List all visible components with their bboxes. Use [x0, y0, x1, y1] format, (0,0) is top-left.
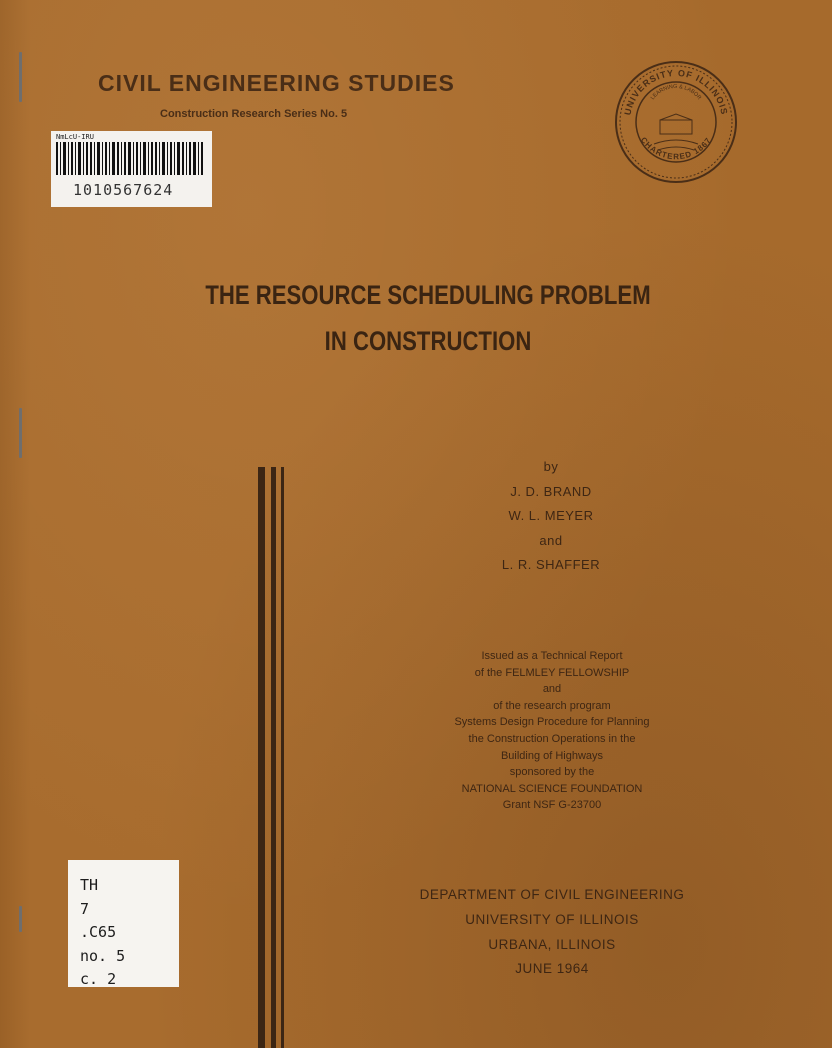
staple-middle	[19, 408, 22, 458]
staple-bottom	[19, 906, 22, 932]
issued-line: Issued as a Technical Report	[481, 650, 623, 662]
barcode-header: NmLcU-IRU	[56, 133, 94, 141]
call-number-line: c. 2	[80, 970, 117, 988]
call-number-line: .C65	[80, 923, 117, 941]
department-block	[402, 883, 702, 982]
author-name: J. D. BRAND	[510, 483, 592, 499]
issued-line: the Construction Operations in the	[468, 732, 636, 745]
issued-statement	[411, 648, 693, 814]
staple-top	[19, 52, 22, 102]
university-seal-icon	[614, 60, 738, 184]
issued-line: Systems Design Procedure for Planning	[454, 716, 650, 729]
author-name: W. L. MEYER	[508, 508, 594, 523]
authors-block	[451, 455, 651, 578]
department-line: DEPARTMENT OF CIVIL ENGINEERING	[419, 887, 685, 902]
seal-bottom-text: CHARTERED 1867	[638, 135, 714, 162]
department-line: URBANA, ILLINOIS	[488, 936, 616, 952]
decorative-rule-3	[281, 467, 284, 1048]
call-number-line: no. 5	[80, 946, 126, 965]
decorative-rule-2	[271, 467, 276, 1048]
issued-line: sponsored by the	[509, 766, 595, 779]
series-title: CIVIL ENGINEERING STUDIES	[98, 70, 455, 96]
barcode-number: 1010567624	[73, 181, 174, 199]
issued-line: Building of Highways	[500, 749, 604, 762]
decorative-rule-1	[258, 467, 265, 1048]
barcode-icon	[56, 142, 206, 175]
issued-line: NATIONAL SCIENCE FOUNDATION	[461, 782, 643, 795]
call-number-label	[68, 860, 179, 987]
issued-line: of the research program	[493, 699, 611, 712]
seal-outer-text: UNIVERSITY OF ILLINOIS	[622, 67, 730, 117]
by-label: by	[543, 459, 559, 474]
call-number-line: 7	[80, 899, 90, 918]
issued-line: and	[542, 683, 562, 696]
barcode-label	[51, 131, 212, 207]
report-title-line-2: IN CONSTRUCTION	[324, 326, 532, 356]
and-label: and	[539, 532, 563, 548]
seal-inner-text: LEARNING & LABOR	[649, 83, 703, 102]
call-number-line: TH	[80, 876, 99, 894]
svg-text:CHARTERED 1867	[639, 136, 713, 162]
department-line: JUNE 1964	[515, 961, 589, 977]
department-line: UNIVERSITY OF ILLINOIS	[465, 911, 639, 927]
series-subtitle: Construction Research Series No. 5	[160, 108, 348, 120]
report-title-line-1: THE RESOURCE SCHEDULING PROBLEM	[205, 280, 651, 310]
author-name: L. R. SHAFFER	[501, 557, 601, 572]
issued-line: Grant NSF G-23700	[502, 799, 602, 812]
issued-line: of the FELMLEY FELLOWSHIP	[474, 666, 630, 679]
